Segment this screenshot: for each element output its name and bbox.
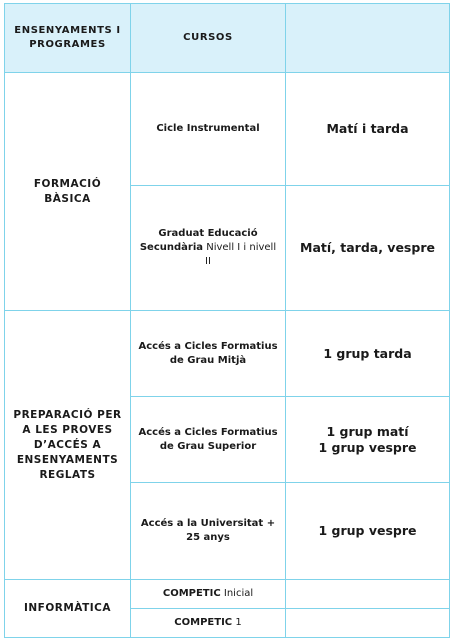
course-level: 1 [235,617,242,628]
table-header-row [5,4,450,73]
course-competic-inicial [131,580,286,609]
category-informatica: INFORMÀTICA [5,580,131,638]
schedule-line: 1 grup vespre [318,523,417,538]
course-competic-1 [131,609,286,638]
course-graduat-eso [131,186,286,311]
category-preparacio-proves: PREPARACIÓ PER A LES PROVES D’ACCÉS A ENSENYAMENTS REGLATS [5,311,131,580]
category-formacio-basica: FORMACIÓ BÀSICA [5,73,131,311]
course-name: COMPETIC [162,588,221,599]
schedule-cell [286,311,450,397]
schedule-cell [286,186,450,311]
course-acces-universitat-25 [131,483,286,580]
course-level: Nivell I i nivell II [205,242,277,267]
table-row [5,311,450,397]
course-level: Inicial [223,588,254,599]
schedule-cell [286,483,450,580]
schedule-cell [286,73,450,186]
header-courses: CURSOS [131,4,286,73]
schedule-cell-empty [286,609,450,638]
course-name: Accés a Cicles Formatius de Grau Superior [138,426,278,452]
course-cicle-instrumental [131,73,286,186]
table-row [5,73,450,186]
schedule-line: 1 grup matí [326,423,409,439]
courses-table [4,3,450,638]
course-acces-grau-mitja [131,311,286,397]
schedule-line: 1 grup vespre [318,439,417,455]
schedule-cell [286,397,450,483]
schedule-cell-empty [286,580,450,609]
schedule-line: Matí, tarda, vespre [300,240,435,255]
course-name: COMPETIC [174,617,233,628]
schedule-line: 1 grup tarda [323,345,412,361]
course-name: Accés a la Universitat + 25 anys [140,518,276,543]
table-row [5,580,450,609]
course-name: Cicle Instrumental [156,123,260,134]
course-acces-grau-superior [131,397,286,483]
header-programs: ENSENYAMENTS I PROGRAMES [5,4,131,73]
course-name: Accés a Cicles Formatius de Grau Mitjà [138,340,278,366]
schedule-line: Matí i tarda [326,121,409,136]
header-schedule [286,4,450,73]
course-name: Graduat Educació Secundària [139,228,258,253]
